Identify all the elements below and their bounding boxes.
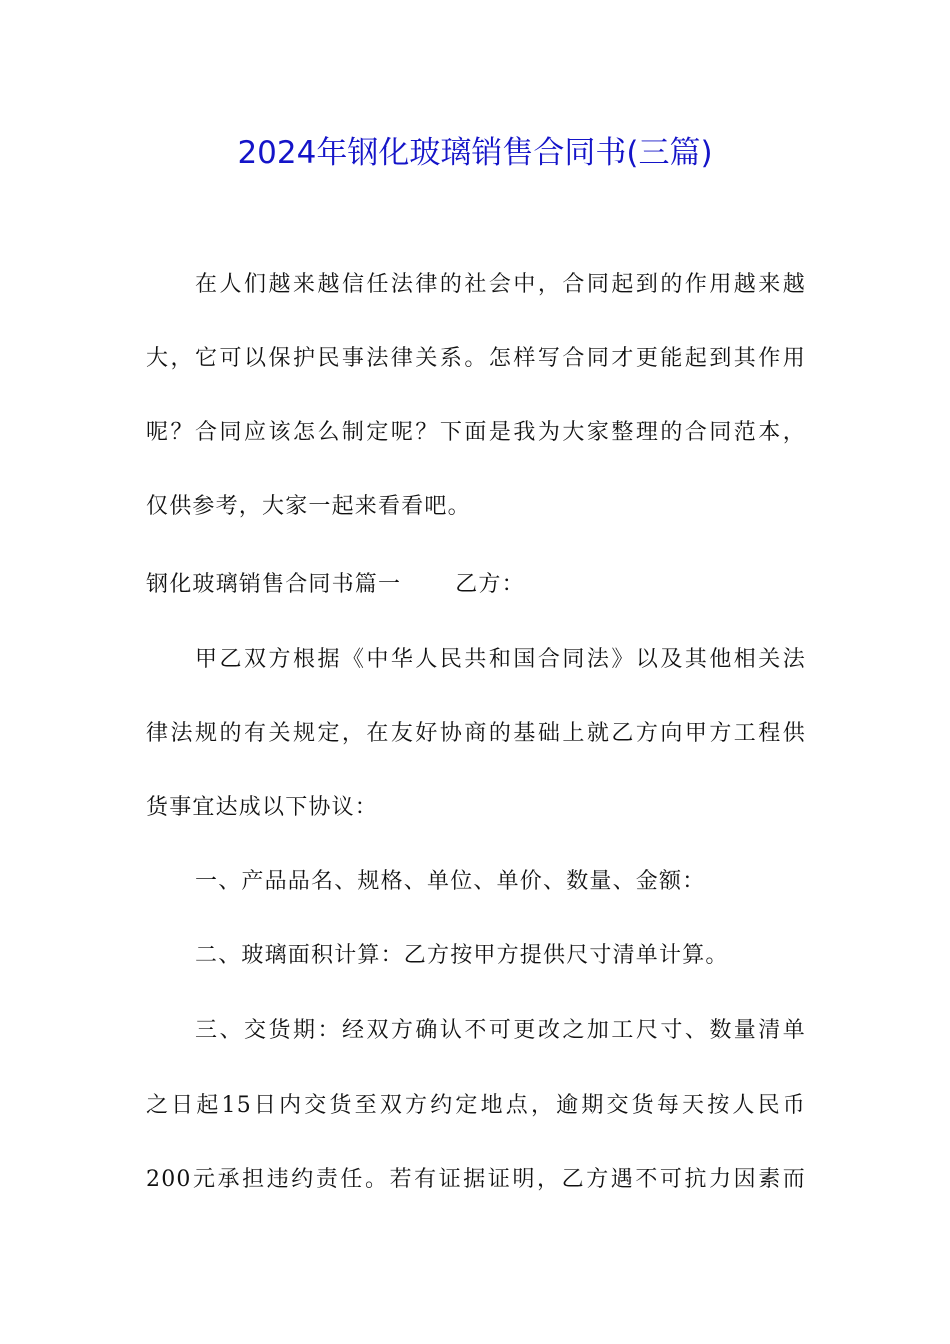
document-title: 2024年钢化玻璃销售合同书(三篇) [237,135,713,171]
clause-3-line-1: 三、交货期：经双方确认不可更改之加工尺寸、数量清单 [195,1018,806,1043]
intro-line-1: 在人们越来越信任法律的社会中，合同起到的作用越来越 [195,272,806,297]
agreement-line-3: 货事宜达成以下协议： [146,795,379,820]
agreement-line-1: 甲乙双方根据《中华人民共和国合同法》以及其他相关法 [195,647,806,672]
section-heading-party: 乙方： [455,572,525,597]
section-heading [146,567,525,603]
intro-line-4: 仅供参考，大家一起来看看吧。 [146,494,471,519]
intro-line-2: 大，它可以保护民事法律关系。怎样写合同才更能起到其作用 [146,346,806,371]
clause-2: 二、玻璃面积计算：乙方按甲方提供尺寸清单计算。 [195,943,729,968]
agreement-line-2: 律法规的有关规定，在友好协商的基础上就乙方向甲方工程供 [146,721,806,746]
clause-3-line-2: 之日起15日内交货至双方约定地点，逾期交货每天按人民币 [146,1093,806,1118]
clause-1: 一、产品品名、规格、单位、单价、数量、金额： [195,869,706,894]
section-heading-title: 钢化玻璃销售合同书篇一 [146,572,402,597]
intro-line-3: 呢？合同应该怎么制定呢？下面是我为大家整理的合同范本， [146,420,806,445]
clause-3-line-3: 200元承担违约责任。若有证据证明，乙方遇不可抗力因素而 [146,1167,806,1192]
